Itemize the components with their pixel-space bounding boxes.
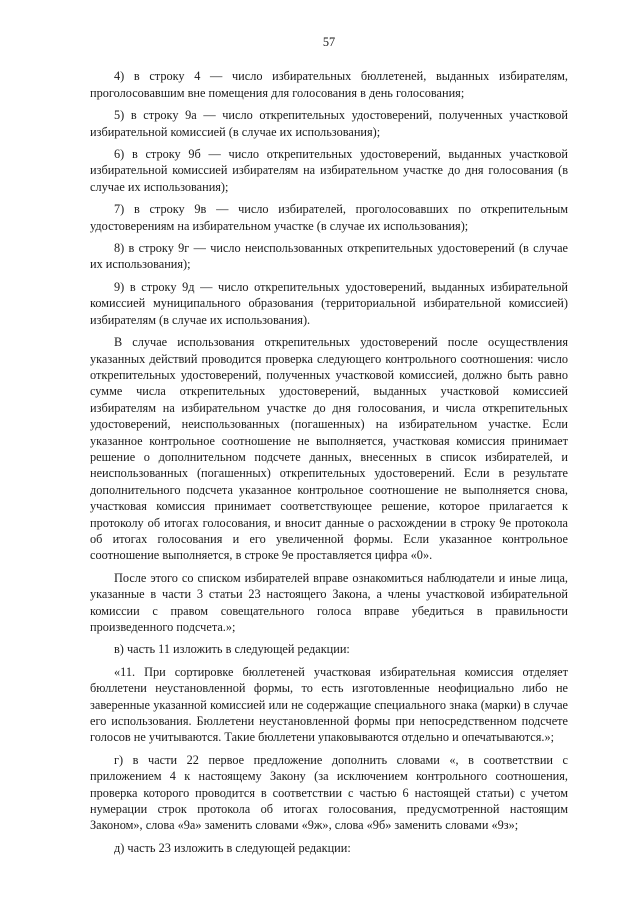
paragraph-item-9: 9) в строку 9д — число открепительных удостоверений, выданных избирательной комиссией муниципального образования (территориальной избирательной комиссией) избирателям (в случае их использования). <box>90 279 568 327</box>
paragraph-part-23-heading: д) часть 23 изложить в следующей редакции: <box>114 840 351 855</box>
paragraph-observers: После этого со списком избирателей вправе ознакомиться наблюдатели и иные лица, указанные в части 3 статьи 23 настоящего Закона, а члены участковой избирательной комиссии с правом совещательного голоса вправе убедиться в правильности произведенного подсчета.»; <box>90 570 568 634</box>
paragraph-item-6: 6) в строку 9б — число открепительных удостоверений, выданных участковой избирательной комиссией избирателям на избирательном участке до дня голосования (в случае их использования); <box>90 147 568 194</box>
paragraph-item-4: 4) в строку 4 — число избирательных бюллетеней, выданных избирателям, проголосовавшим вне помещения для голосования в день голосования; <box>90 69 568 100</box>
paragraph-part-22: г) в части 22 первое предложение дополнить словами «, в соответствии с приложением 4 к настоящему Закону (за исключением контрольного соотношения, проверка которого проводится в соответствии с частью 6 настоящей статьи) с учетом нумерации строк протокола об итогах голосования, предусмотренной настоящим Законом», слова «9а» заменить словами «9ж», слова «9б» заменить словами «9з»; <box>90 752 568 833</box>
page-number: 57 <box>322 35 336 49</box>
paragraph-item-7: 7) в строку 9в — число избирателей, проголосовавших по открепительным удостоверениям на избирательном участке (в случае их использования); <box>90 202 568 233</box>
paragraph-part-11-heading: в) часть 11 изложить в следующей редакции: <box>114 642 350 657</box>
paragraph-item-8: 8) в строку 9г — число неиспользованных открепительных удостоверений (в случае их использования); <box>90 241 568 272</box>
paragraph-part-11-text: «11. При сортировке бюллетеней участковая избирательная комиссия отделяет бюллетени неустановленной формы, то есть изготовленные неофициально либо не заверенные указанной комиссией или не содержащие специального знака (марки) в случае его использования. Бюллетени неустановленной формы при непосредственном подсчете голосов не учитываются. Такие бюллетени упаковываются отдельно и опечатываются.»; <box>90 664 568 745</box>
paragraph-control-ratio: В случае использования открепительных удостоверений после осуществления указанных действий проводится проверка следующего контрольного соотношения: число открепительных удостоверений, полученных участковой комиссией, должно быть равно сумме числа открепительных удостоверений, выданных участковой комиссией избирателям на избирательном участке до дня голосования, и числа открепительных удостоверений, неиспользованных (погашенных) на избирательном участке. Если указанное контрольное соотношение не выполняется, участковая комиссия принимает решение о дополнительном подсчете данных, внесенных в список избирателей, и неиспользованных (погашенных) открепительных удостоверений. Если в результате дополнительного подсчета указанное контрольное соотношение не выполняется снова, участковая комиссия принимает соответствующее решение, которое прилагается к протоколу об итогах голосования, и вносит данные о расхождении в строку 9е протокола об итогах голосования и его увеличенной формы. Если указанное контрольное соотношение выполняется, в строке 9е проставляется цифра «0». <box>90 335 568 563</box>
document-page <box>90 34 568 862</box>
paragraph-item-5: 5) в строку 9а — число открепительных удостоверений, полученных участковой избирательной комиссией (в случае их использования); <box>90 108 568 139</box>
